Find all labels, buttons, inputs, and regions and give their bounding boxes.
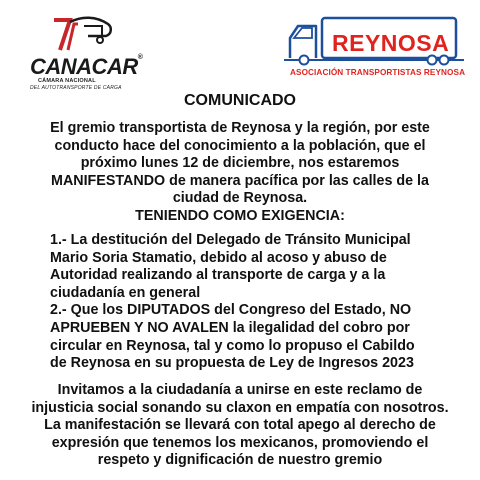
demands-heading: TENIENDO COMO EXIGENCIA: — [135, 207, 345, 224]
canacar-truck-mark-icon — [48, 14, 118, 56]
demand-line: circular en Reynosa, tal y como lo propuso el Cabildo — [50, 337, 415, 354]
intro-line: El gremio transportista de Reynosa y la región, por este — [50, 120, 430, 136]
closing-line: injusticia social sonando su claxon en empatía con nosotros. — [31, 399, 449, 416]
demand-line: 1.- La destitución del Delegado de Tránsito Municipal — [50, 232, 411, 248]
canacar-wordmark: CANACAR® — [30, 54, 143, 79]
intro-line: próximo lunes 12 de diciembre, nos estaremos — [80, 155, 400, 172]
intro-line: MANIFESTANDO de manera pacífica por las calles de la — [51, 172, 429, 189]
demand-line: de Reynosa en su propuesta de Ley de Ingresos 2023 — [50, 355, 414, 372]
closing-line: expresión que tenemos los mexicanos, promoviendo el — [51, 434, 429, 451]
canacar-logo — [28, 14, 143, 91]
demand-line: APRUEBEN Y NO AVALEN la ilegalidad del cobro por — [50, 319, 410, 336]
closing-line: respeto y dignificación de nuestro gremio — [97, 452, 383, 469]
intro-line: ciudad de Reynosa. — [172, 190, 308, 207]
reynosa-logo — [282, 12, 468, 84]
reynosa-subtitle: ASOCIACIÓN TRANSPORTISTAS REYNOSA — [290, 68, 466, 77]
demand-line: Mario Soria Stamatio, debido al acoso y abuso de — [50, 249, 387, 266]
intro-paragraph — [14, 120, 466, 226]
closing-line: La manifestación se llevará con total apego al derecho de — [44, 417, 436, 434]
canacar-subtitle-2: DEL AUTOTRANSPORTE DE CARGA — [30, 85, 122, 91]
closing-paragraph — [8, 382, 472, 470]
closing-line: Invitamos a la ciudadanía a unirse en este reclamo de — [57, 382, 423, 398]
intro-line: conducto hace del conocimiento a la población, que el — [54, 137, 426, 154]
demand-line: 2.- Que los DIPUTADOS del Congreso del Estado, NO — [50, 302, 412, 319]
demand-line: Autoridad realizando al transporte de carga y a la — [50, 267, 386, 284]
reynosa-wordmark: REYNOSA — [332, 30, 450, 56]
demand-line: ciudadanía en general — [50, 284, 201, 301]
document-title: COMUNICADO — [184, 92, 296, 109]
demands-list — [50, 232, 480, 373]
canacar-subtitle: CÁMARA NACIONAL — [38, 78, 96, 84]
